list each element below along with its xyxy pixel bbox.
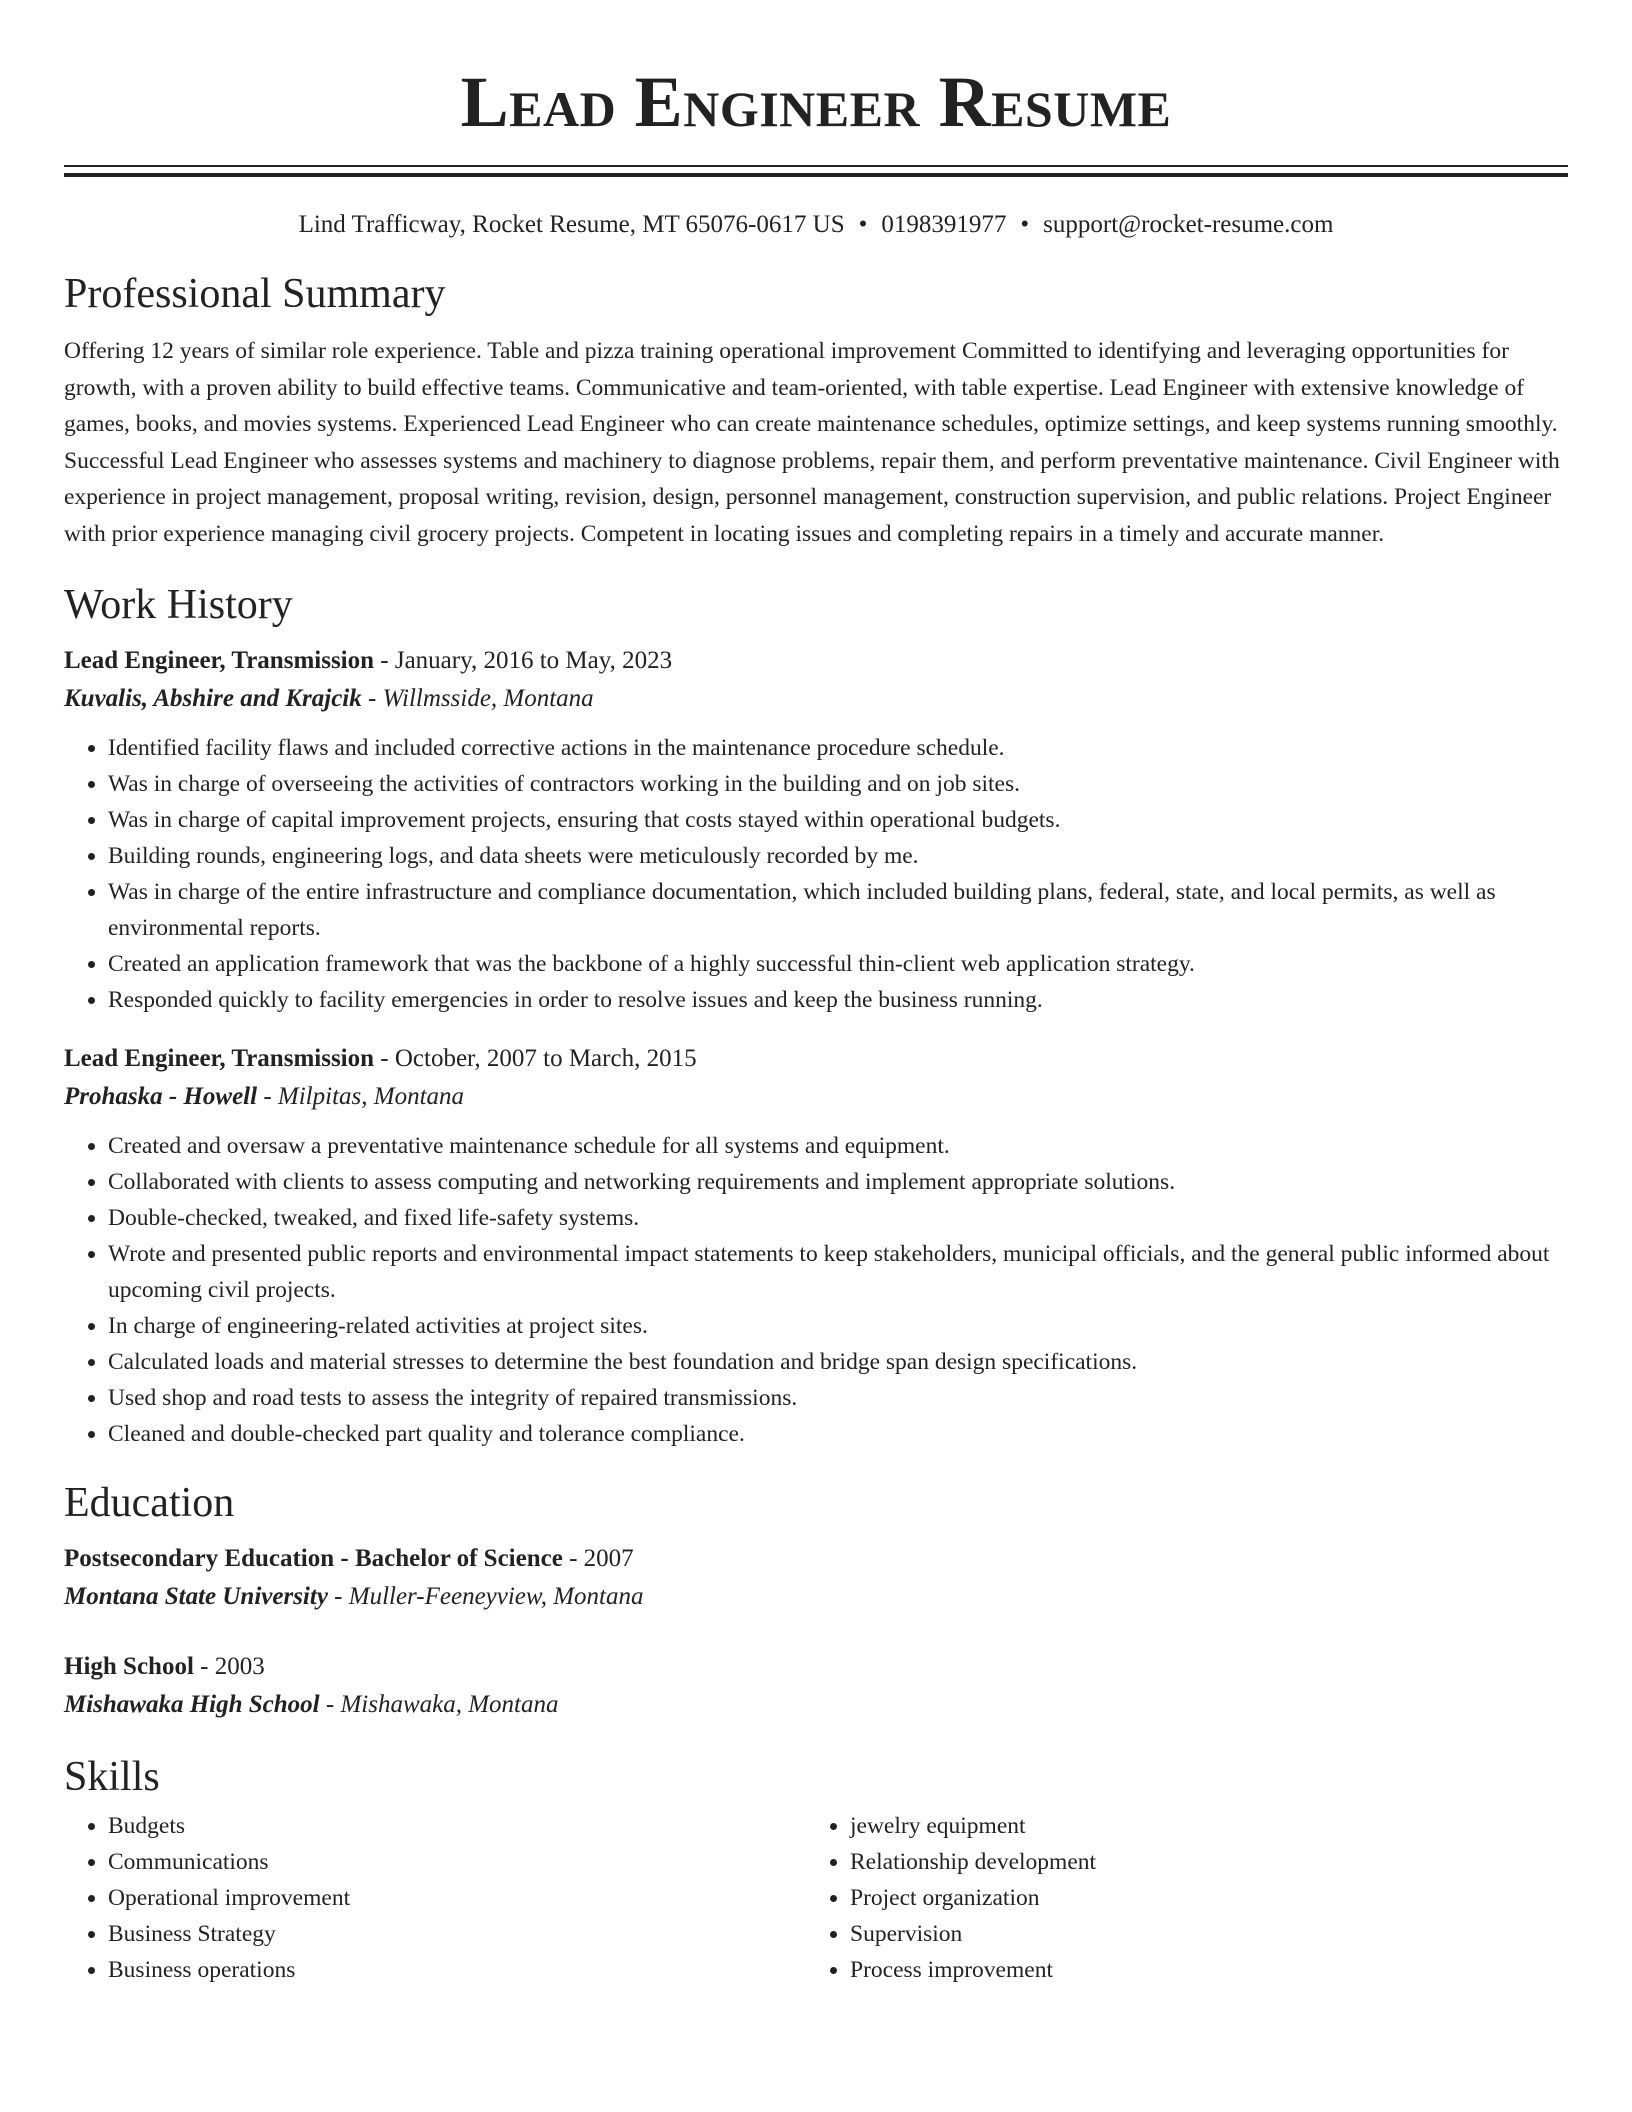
- job-header: [64, 1040, 1568, 1078]
- job-duty: • Was in charge of overseeing the activities of contractors working in the building and on job sites.: [108, 766, 1568, 802]
- company-location: - Willmsside, Montana: [361, 685, 594, 712]
- job-title: Lead Engineer, Transmission: [64, 647, 375, 674]
- title-divider-thick: [64, 173, 1568, 177]
- job-employer: [64, 1078, 1568, 1116]
- skill-item: • Budgets: [108, 1808, 806, 1844]
- school-name: Mishawaka High School: [64, 1691, 320, 1718]
- education-entry: [64, 1648, 1568, 1724]
- contact-address: Lind Trafficway, Rocket Resume, MT 65076-0617 US: [298, 211, 845, 238]
- job-duties: [64, 1128, 1568, 1452]
- job-duty: • Cleaned and double-checked part quality and tolerance compliance.: [108, 1416, 1568, 1452]
- company-name: Kuvalis, Abshire and Krajcik: [64, 685, 362, 712]
- degree-name: Postsecondary Education - Bachelor of Science: [64, 1545, 563, 1572]
- job-header: [64, 642, 1568, 680]
- job-duty: • Created an application framework that was the backbone of a highly successful thin-client web application strategy.: [108, 946, 1568, 982]
- summary-text: Offering 12 years of similar role experience. Table and pizza training operational improvement Committed to identifying and leveraging opportunities for growth, with a proven ability to build effective teams. Communicative and team-oriented, with table expertise. Lead Engineer with extensive knowledge of games, books, and movies systems. Experienced Lead Engineer who can create maintenance schedules, optimize settings, and keep systems running smoothly. Successful Lead Engineer who assesses systems and machinery to diagnose problems, repair them, and perform preventative maintenance. Civil Engineer with experience in project management, proposal writing, revision, design, personnel management, construction supervision, and public relations. Project Engineer with prior experience managing civil grocery projects. Competent in locating issues and completing repairs in a timely and accurate manner.: [64, 338, 1560, 547]
- job-title: Lead Engineer, Transmission: [64, 1045, 375, 1072]
- job-entry: [64, 642, 1568, 1018]
- job-duties: [64, 730, 1568, 1018]
- education-header: [64, 1540, 1568, 1578]
- education-institution: [64, 1578, 1568, 1616]
- education-entry: [64, 1540, 1568, 1616]
- job-duty: • Used shop and road tests to assess the integrity of repaired transmissions.: [108, 1380, 1568, 1416]
- job-duty: • Building rounds, engineering logs, and data sheets were meticulously recorded by me.: [108, 838, 1568, 874]
- contact-email: support@rocket-resume.com: [1043, 211, 1334, 238]
- company-location: - Milpitas, Montana: [257, 1083, 465, 1110]
- skill-item: • Supervision: [850, 1916, 1548, 1952]
- skill-item: • Operational improvement: [108, 1880, 806, 1916]
- skills-heading: Skills: [64, 1754, 160, 1800]
- work-history-heading: Work History: [64, 582, 293, 628]
- resume-page: [64, 0, 1568, 1988]
- skill-item: • Project organization: [850, 1880, 1548, 1916]
- skill-item: • Business operations: [108, 1952, 806, 1988]
- school-name: Montana State University: [64, 1583, 328, 1610]
- job-duty: • Collaborated with clients to assess computing and networking requirements and implement appropriate solutions.: [108, 1164, 1568, 1200]
- contact-separator: •: [1020, 211, 1030, 238]
- contact-line: [64, 209, 1568, 241]
- skills-column-right: [806, 1808, 1548, 1988]
- skill-item: • Business Strategy: [108, 1916, 806, 1952]
- degree-name: High School: [64, 1653, 194, 1680]
- job-duty: • Was in charge of the entire infrastructure and compliance documentation, which included building plans, federal, state, and local permits, as well as environmental reports.: [108, 874, 1568, 946]
- contact-separator: •: [858, 211, 868, 238]
- graduation-year: - 2007: [562, 1545, 634, 1572]
- job-dates: - January, 2016 to May, 2023: [374, 647, 673, 674]
- job-duty: • In charge of engineering-related activities at project sites.: [108, 1308, 1568, 1344]
- school-location: - Muller-Feeneyview, Montana: [327, 1583, 644, 1610]
- skill-item: • Relationship development: [850, 1844, 1548, 1880]
- education-institution: [64, 1686, 1568, 1724]
- resume-title: Lead Engineer Resume: [460, 62, 1172, 142]
- graduation-year: - 2003: [193, 1653, 265, 1680]
- job-duty: • Double-checked, tweaked, and fixed life-safety systems.: [108, 1200, 1568, 1236]
- education-heading: Education: [64, 1480, 235, 1526]
- company-name: Prohaska - Howell: [64, 1083, 258, 1110]
- skill-item: • jewelry equipment: [850, 1808, 1548, 1844]
- job-duty: • Was in charge of capital improvement projects, ensuring that costs stayed within operational budgets.: [108, 802, 1568, 838]
- skill-item: • Process improvement: [850, 1952, 1548, 1988]
- job-employer: [64, 680, 1568, 718]
- education-header: [64, 1648, 1568, 1686]
- contact-phone: 0198391977: [881, 211, 1007, 238]
- job-entry: [64, 1040, 1568, 1452]
- job-duty: • Identified facility flaws and included corrective actions in the maintenance procedure schedule.: [108, 730, 1568, 766]
- skill-item: • Communications: [108, 1844, 806, 1880]
- skills-list: [64, 1808, 1568, 1988]
- job-duty: • Responded quickly to facility emergencies in order to resolve issues and keep the business running.: [108, 982, 1568, 1018]
- job-duty: • Wrote and presented public reports and environmental impact statements to keep stakeholders, municipal officials, and the general public informed about upcoming civil projects.: [108, 1236, 1568, 1308]
- title-divider-thin: [64, 165, 1568, 167]
- skills-column-left: [64, 1808, 806, 1988]
- job-dates: - October, 2007 to March, 2015: [374, 1045, 697, 1072]
- job-duty: • Calculated loads and material stresses to determine the best foundation and bridge span design specifications.: [108, 1344, 1568, 1380]
- school-location: - Mishawaka, Montana: [319, 1691, 559, 1718]
- job-duty: • Created and oversaw a preventative maintenance schedule for all systems and equipment.: [108, 1128, 1568, 1164]
- summary-heading: Professional Summary: [64, 271, 446, 317]
